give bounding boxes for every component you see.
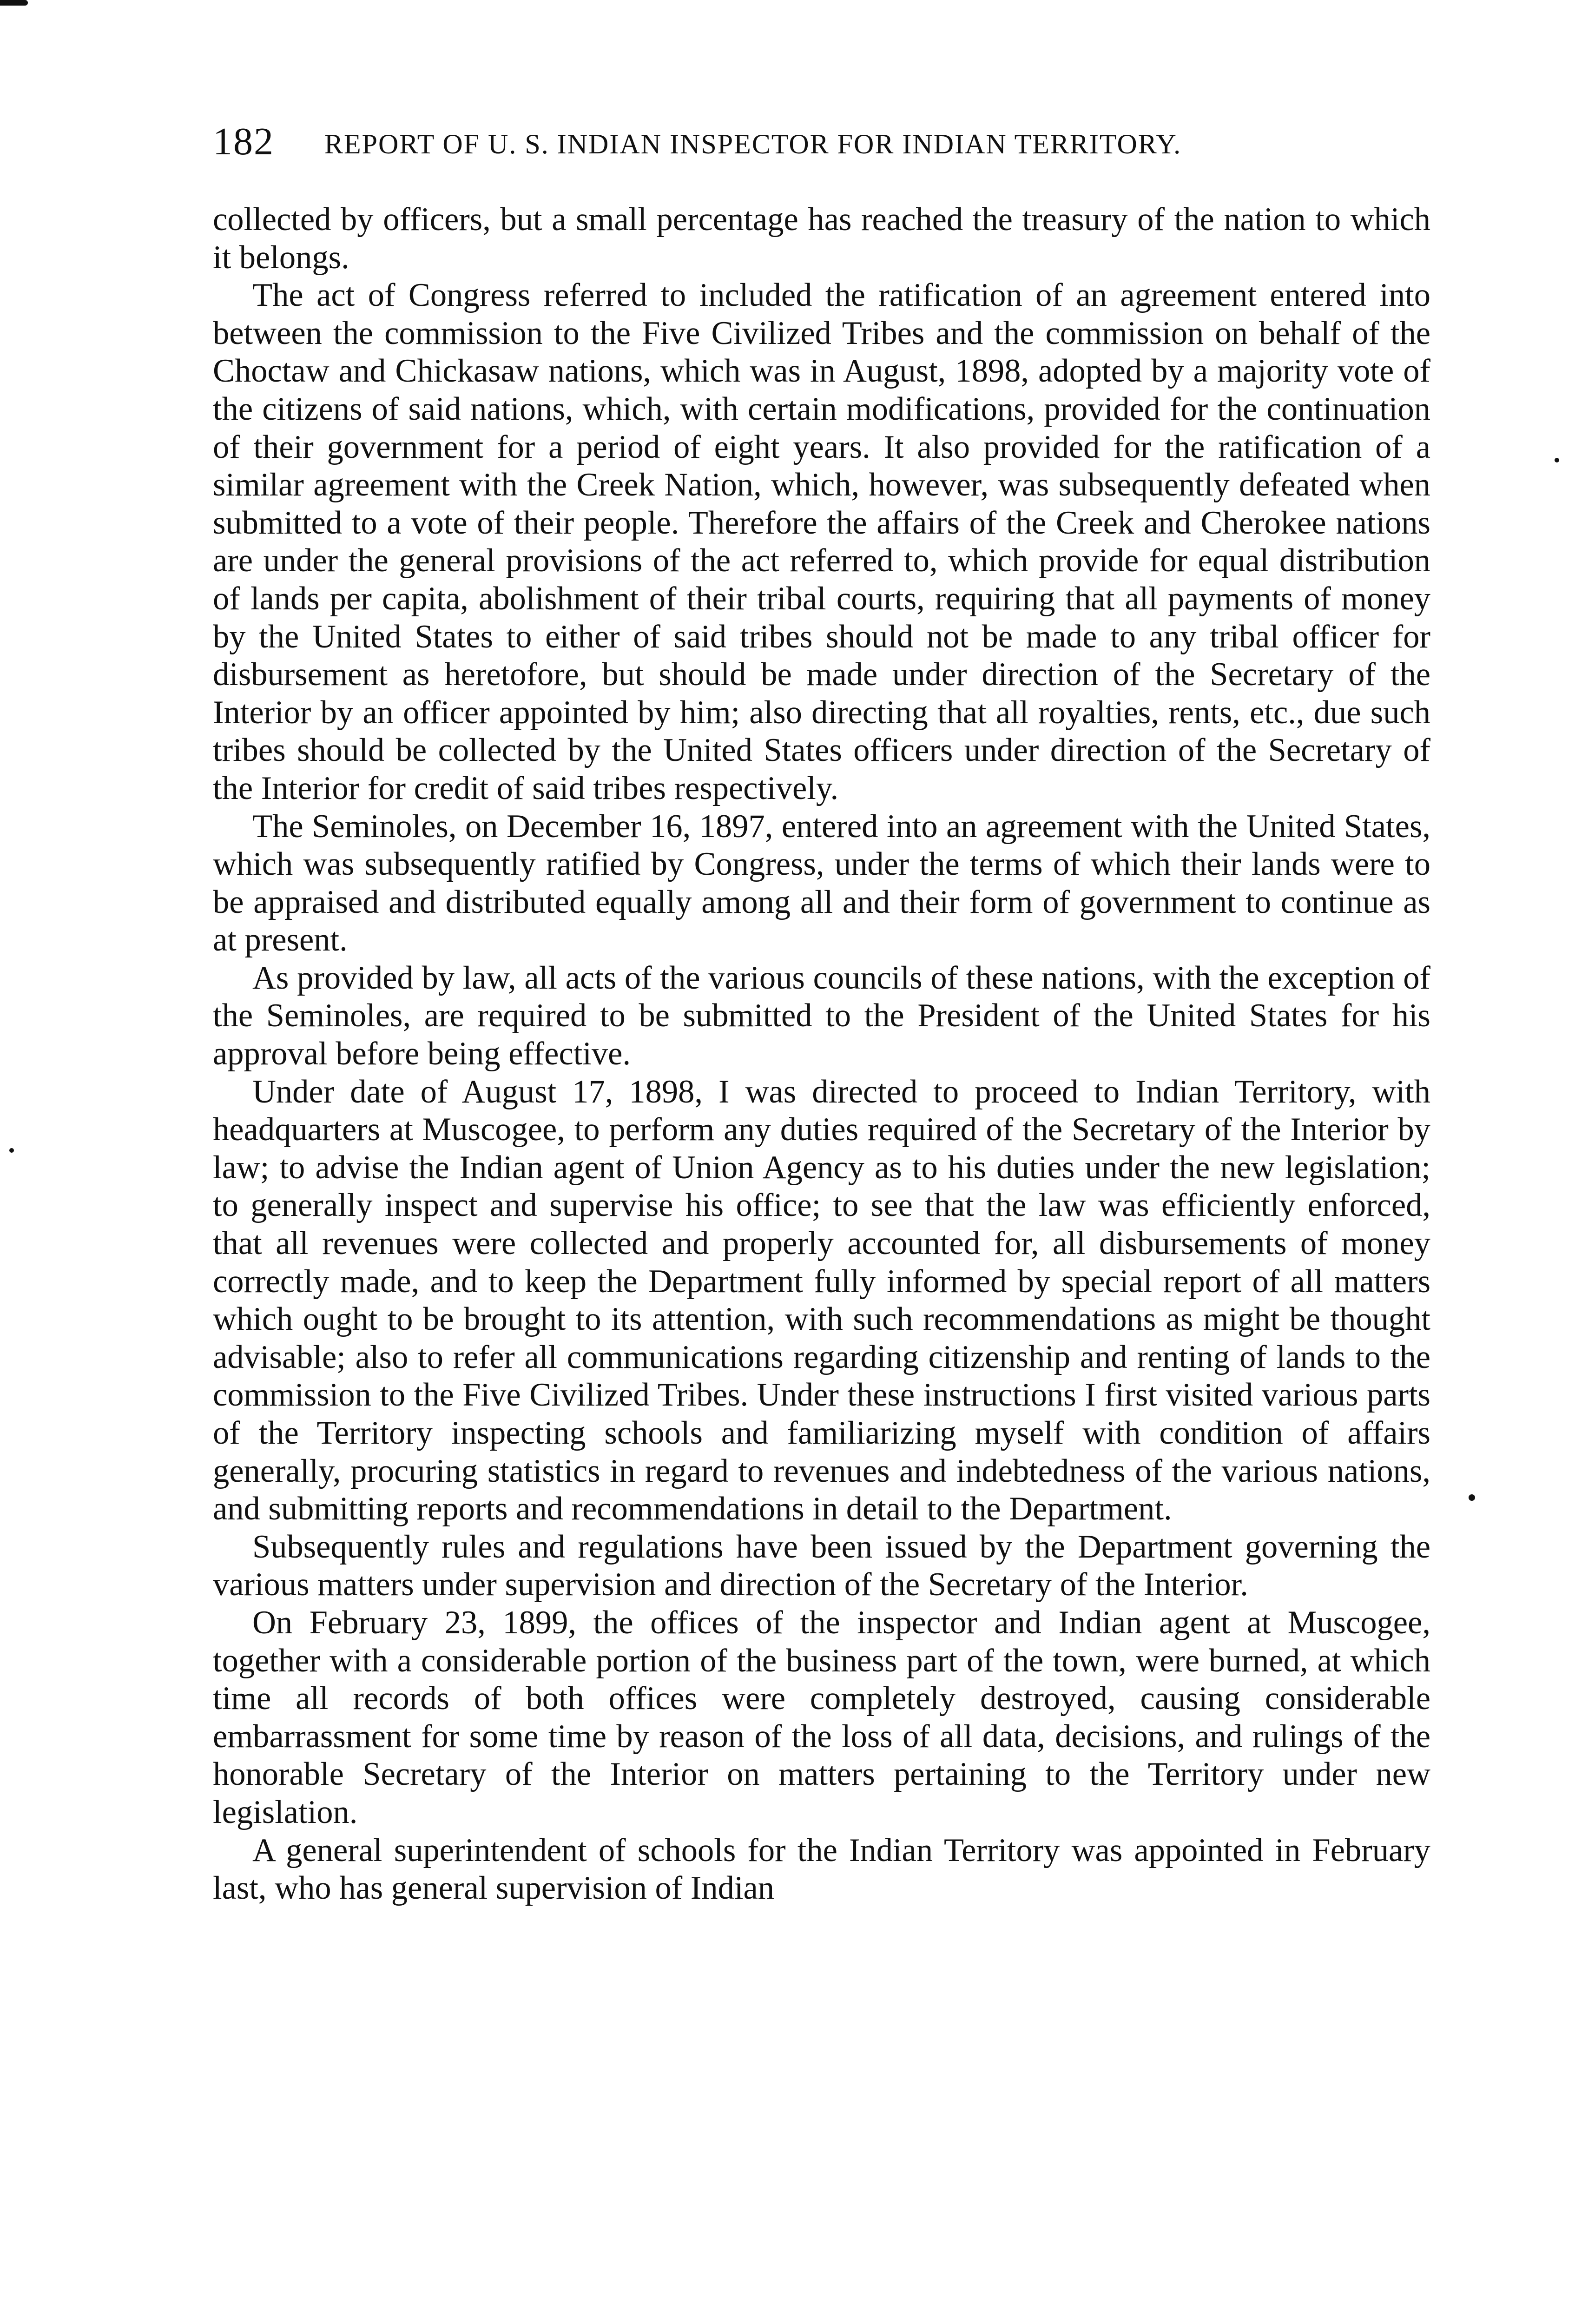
page-number: 182 <box>213 120 274 163</box>
paragraph: As provided by law, all acts of the various councils of these nations, with the exception of the Seminoles, are required to be submitted to the President of the United States for his approval before being effective. <box>213 959 1430 1072</box>
body-text <box>213 201 1430 1908</box>
scan-artifact-top <box>0 0 28 6</box>
paragraph: A general superintendent of schools for the Indian Territory was appointed in February last, who has general supervision of Indian <box>213 1832 1430 1907</box>
paragraph: The Seminoles, on December 16, 1897, entered into an agreement with the United States, which was subsequently ratified by Congress, under the terms of which their lands were to be appraised and distributed equally among all and their form of government to continue as at present. <box>213 808 1430 958</box>
paragraph: The act of Congress referred to included the ratification of an agreement entered into between the commission to the Five Civilized Tribes and the commission on behalf of the Choctaw and Chickasaw nations, which was in August, 1898, adopted by a majority vote of the citizens of said nations, which, with certain modifications, provided for the continuation of their government for a period of eight years. It also provided for the ratification of a similar agreement with the Creek Nation, which, however, was subsequently defeated when submitted to a vote of their people. Therefore the affairs of the Creek and Cherokee nations are under the general provisions of the act referred to, which provide for equal distribution of lands per capita, abolishment of their tribal courts, requiring that all payments of money by the United States to either of said tribes should not be made to any tribal officer for disbursement as heretofore, but should be made under direction of the Secretary of the Interior by an officer appointed by him; also directing that all royalties, rents, etc., due such tribes should be collected by the United States officers under direction of the Secretary of the Interior for credit of said tribes respectively. <box>213 277 1430 806</box>
paragraph: Subsequently rules and regulations have been issued by the Department governing the various matters under supervision and direction of the Secretary of the Interior. <box>213 1528 1430 1603</box>
paragraph: collected by officers, but a small percentage has reached the treasury of the nation to which it belongs. <box>213 201 1430 276</box>
scan-speck <box>1469 1494 1475 1501</box>
running-head: REPORT OF U. S. INDIAN INSPECTOR FOR INDIAN TERRITORY. <box>324 129 1182 159</box>
scan-speck <box>9 1148 14 1153</box>
page-header <box>213 116 1430 167</box>
paragraph: Under date of August 17, 1898, I was directed to proceed to Indian Territory, with headquarters at Muscogee, to perform any duties required of the Secretary of the Interior by law; to advise the Indian agent of Union Agency as to his duties under the new legislation; to generally inspect and supervise his office; to see that the law was efficiently enforced, that all revenues were collected and properly accounted for, all disbursements of money correctly made, and to keep the Department fully informed by special report of all matters which ought to be brought to its attention, with such recommendations as might be thought advisable; also to refer all communications regarding citizenship and renting of lands to the commission to the Five Civilized Tribes. Under these instructions I first visited various parts of the Territory inspecting schools and familiarizing myself with condition of affairs generally, procuring statistics in regard to revenues and indebtedness of the various nations, and submitting reports and recommendations in detail to the Department. <box>213 1073 1430 1527</box>
paragraph: On February 23, 1899, the offices of the inspector and Indian agent at Muscogee, together with a considerable portion of the business part of the town, were burned, at which time all records of both offices were completely destroyed, causing considerable embarrassment for some time by reason of the loss of all data, decisions, and rulings of the honorable Secretary of the Interior on matters pertaining to the Territory under new legislation. <box>213 1604 1430 1830</box>
scan-speck <box>1555 458 1559 462</box>
